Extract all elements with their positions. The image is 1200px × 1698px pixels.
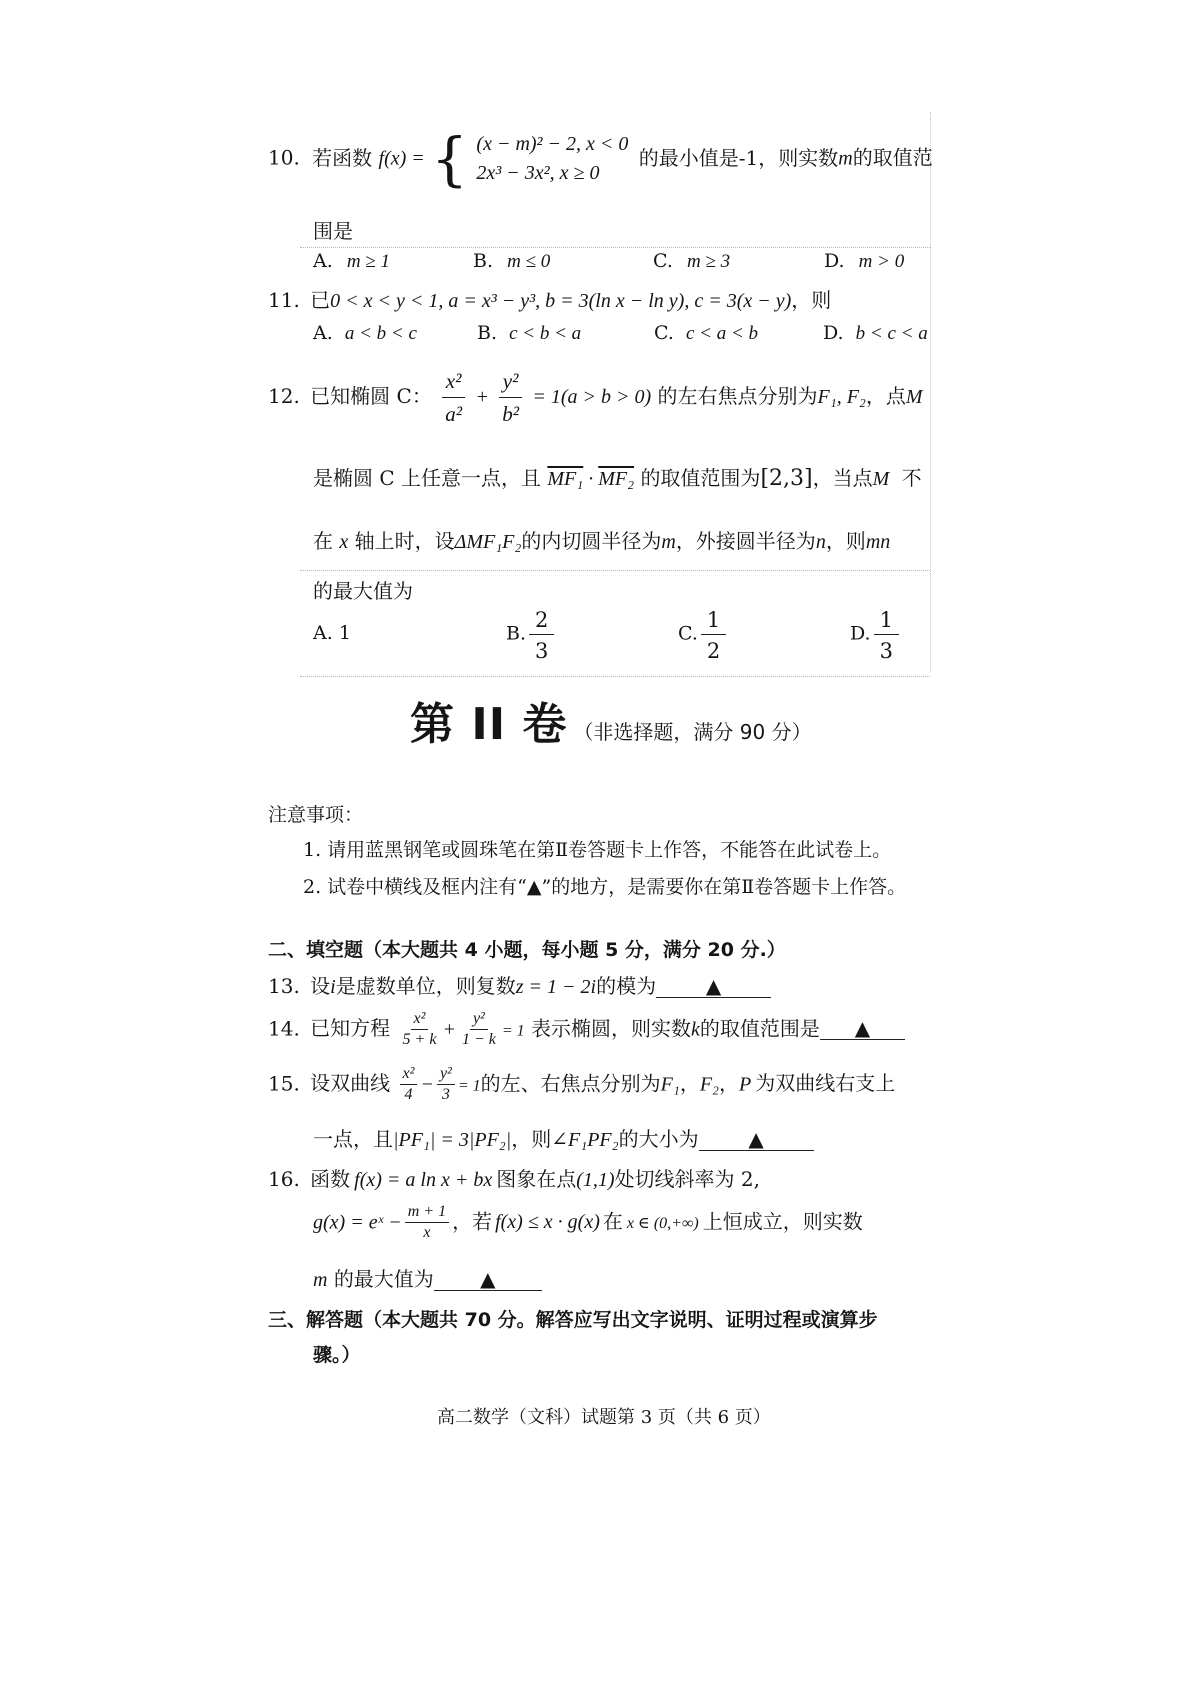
question-12-line3: 在 x 轴上时，设ΔMF₁F₂的内切圆半径为m，外接圆半径为n，则mn <box>313 529 891 553</box>
answer-marker: ▲ <box>705 974 722 998</box>
fraction: $\frac{1}{2}$ <box>701 606 726 663</box>
question-12: 12. 已知椭圆 C： $\frac{\text{x²}}{\text{a²}}$ + $\frac{\text{y²}}{\text{b²}}$ = 1(a > b > 0) 的左右焦点分别为F₁, F₂，点M <box>268 365 923 430</box>
question-10-option-d: D. m > 0 <box>824 250 905 272</box>
answer-blank[interactable] <box>656 975 771 998</box>
answer-section-heading-line2: 骤。） <box>313 1344 361 1366</box>
fraction: $\frac{\text{y²}}{1 - k}$ <box>461 1010 496 1049</box>
question-number: 11. <box>268 288 300 312</box>
fraction: $\frac{\text{x²}}{4}$ <box>400 1065 418 1105</box>
question-number: 12. <box>268 384 300 409</box>
question-15-line2: 一点，且|PF₁| = 3|PF₂|，则∠F₁PF₂的大小为 ▲ <box>313 1123 814 1152</box>
section-2-subtitle: （非选择题，满分 90 分） <box>573 720 812 744</box>
question-number: 10. <box>268 145 300 170</box>
answer-blank[interactable] <box>699 1128 814 1151</box>
piecewise-brace: { <box>431 125 469 193</box>
fraction: $\frac{1}{3}$ <box>874 606 899 663</box>
question-number: 14. <box>268 1016 300 1041</box>
section-2-title: 第 II 卷 <box>410 699 568 750</box>
fraction: $\frac{2}{3}$ <box>529 606 554 663</box>
question-number: 16. <box>268 1167 300 1191</box>
answer-marker: ▲ <box>854 1016 871 1041</box>
question-13: 13. 设i是虚数单位，则复数z = 1 − 2i的模为 ▲ <box>268 970 771 999</box>
question-10-option-b: B. m ≤ 0 <box>473 250 551 272</box>
page-footer: 高二数学（文科）试题第 3 页（共 6 页） <box>437 1407 771 1428</box>
margin-guide <box>930 112 931 672</box>
question-12-line2: 是椭圆 C 上任意一点，且 MF₁ · MF₂ 的取值范围为[2,3]，当点M 不 <box>313 466 922 491</box>
question-10-option-a: A. m ≥ 1 <box>313 250 390 272</box>
question-10-option-c: C. m ≥ 3 <box>653 250 731 272</box>
notes-heading: 注意事项： <box>268 804 364 826</box>
row-guide <box>300 676 930 677</box>
fraction: $\frac{m + 1}{x}$ <box>405 1203 449 1243</box>
question-12-option-a: A. 1 <box>313 622 351 644</box>
row-guide <box>300 247 930 248</box>
question-12-option-b: B. $\frac{2}{3}$ <box>506 606 557 663</box>
notes-item: 1. 请用蓝黑钢笔或圆珠笔在第Ⅱ卷答题卡上作答，不能答在此试卷上。 <box>303 839 892 861</box>
fill-in-section-heading: 二、填空题（本大题共 4 小题，每小题 5 分，满分 20 分.） <box>268 939 786 961</box>
question-16: 16. 函数 f(x) = a ln x + bx 图象在点(1,1)处切线斜率为 2, <box>268 1167 761 1191</box>
fraction: $\frac{\text{x²}}{5 + k}$ <box>402 1010 437 1049</box>
fraction: $\frac{\text{y²}}{\text{b²}}$ <box>498 365 523 430</box>
question-10-line2: 围是 <box>313 219 353 243</box>
fraction: $\frac{\text{x²}}{\text{a²}}$ <box>441 365 466 430</box>
piecewise-cases: (x − m)² − 2, x < 0 2x³ − 3x², x ≥ 0 <box>476 133 629 184</box>
question-16-line3: m 的最大值为 ▲ <box>313 1263 542 1292</box>
answer-marker: ▲ <box>748 1127 764 1151</box>
section-2-heading <box>410 688 812 752</box>
question-12-option-c: C. $\frac{1}{2}$ <box>678 606 729 663</box>
question-number: 13. <box>268 974 300 998</box>
answer-blank[interactable] <box>434 1268 542 1291</box>
question-10: 10. 若函数 f(x) = { (x − m)² − 2, x < 0 2x³ − 3x², x ≥ 0 的最小值是-1，则实数m的取值范 <box>268 125 933 193</box>
answer-blank[interactable] <box>820 1017 905 1040</box>
question-number: 15. <box>268 1071 300 1096</box>
question-11: 11. 已0 < x < y < 1, a = x³ − y³, b = 3(ln x − ln y), c = 3(x − y)，则 <box>268 288 832 312</box>
question-11-option-b: B. c < b < a <box>477 322 582 344</box>
question-11-option-a: A. a < b < c <box>313 322 417 344</box>
question-12-option-d: D. $\frac{1}{3}$ <box>850 606 902 663</box>
answer-section-heading: 三、解答题（本大题共 70 分。解答应写出文字说明、证明过程或演算步 <box>268 1309 878 1331</box>
answer-marker: ▲ <box>480 1267 496 1291</box>
question-12-line4: 的最大值为 <box>313 579 413 603</box>
question-15: 15. 设双曲线 $\frac{\text{x²}}{4}$ − $\frac{\text{y²}}{3}$ = 1的左、右焦点分别为F₁，F₂，P 为双曲线右支上 <box>268 1065 896 1104</box>
question-11-option-c: C. c < a < b <box>654 322 759 344</box>
row-guide <box>300 570 930 571</box>
question-11-option-d: D. b < c < a <box>823 322 928 344</box>
question-14: 14. 已知方程 $\frac{\text{x²}}{5 + k}$ + $\frac{\text{y²}}{1 - k}$ = 1 表示椭圆，则实数k的取值范围是 ▲ <box>268 1010 905 1050</box>
fraction: $\frac{\text{y²}}{3}$ <box>437 1065 455 1105</box>
notes-item: 2. 试卷中横线及框内注有“▲”的地方，是需要你在第Ⅱ卷答题卡上作答。 <box>303 876 907 898</box>
question-16-line2: g(x) = eˣ − $\frac{m + 1}{x}$ ，若 f(x) ≤ x · g(x) 在 x ∈ (0,+∞) 上恒成立，则实数 <box>313 1203 863 1242</box>
